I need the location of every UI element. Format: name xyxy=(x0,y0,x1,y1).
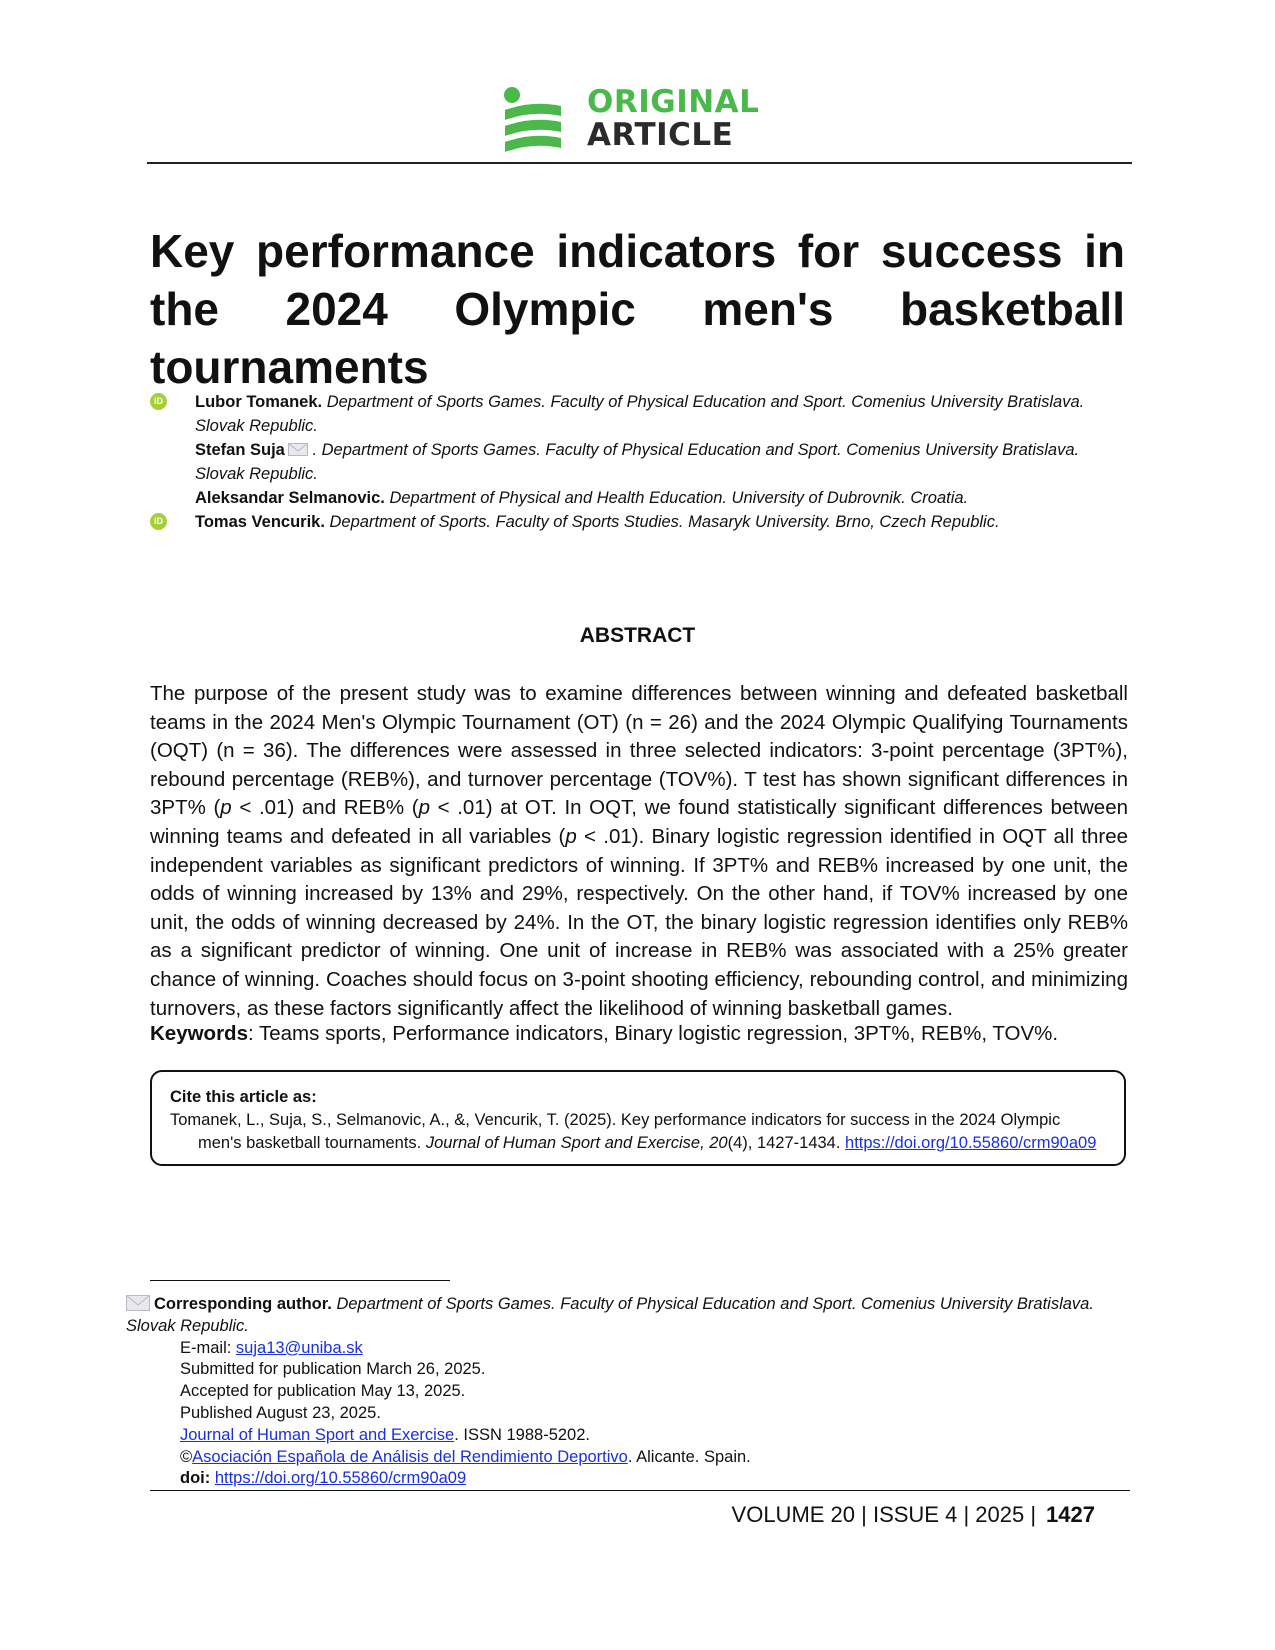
orcid-icon[interactable]: iD xyxy=(150,513,167,530)
footnote xyxy=(126,1294,1129,1490)
citation-box xyxy=(150,1070,1126,1166)
logo-line-article: ARTICLE xyxy=(587,117,734,153)
email-line: E-mail: suja13@uniba.sk xyxy=(180,1338,363,1357)
journal-logo xyxy=(503,86,773,152)
journal-link[interactable]: Journal of Human Sport and Exercise xyxy=(180,1425,455,1444)
author-entry xyxy=(150,438,1130,486)
envelope-icon xyxy=(288,443,308,456)
logo-line-original: ORIGINAL xyxy=(587,84,760,120)
author-list xyxy=(150,390,1130,534)
author-entry xyxy=(150,390,1130,438)
keywords-text: : Teams sports, Performance indicators, Binary logistic regression, 3PT%, REB%, TOV%. xyxy=(247,1022,1059,1045)
author-entry xyxy=(150,486,1130,510)
orcid-icon[interactable]: iD xyxy=(150,393,167,410)
paper-title: Key performance indicators for success in the 2024 Olympic men's basketball tournaments xyxy=(150,225,1125,393)
header-rule xyxy=(147,162,1132,164)
author-affiliation: . Department of Sports Games. Faculty of Physical Education and Sport. Comenius University Bratislava. Slovak Republic. xyxy=(195,441,1080,483)
abstract-text: The purpose of the present study was to examine differences between winning and defeated basketball teams in the 2024 Men's Olympic Tournament (OT) (n = 26) and the 2024 Olympic Qualifying Tournaments (OQT) (n = 36). The differences were assessed in three selected indicators: 3-point percentage (3PT%), rebound percentage (REB%), and turnover percentage (TOV%). T test has shown significant differences in 3PT% (p < .01) and REB% (p < .01) at OT. In OQT, we found statistically significant differences between winning teams and defeated in all variables (p < .01). Binary logistic regression identified in OQT all three independent variables as significant predictors of winning. If 3PT% and REB% increased by one unit, the odds of winning increased by 13% and 29%, respectively. On the other hand, if TOV% increased by one unit, the odds of winning decreased by 24%. In the OT, the binary logistic regression identifies only REB% as a significant predictor of winning. One unit of increase in REB% was associated with a 25% greater chance of winning. Coaches should focus on 3-point shooting efficiency, rebounding control, and minimizing turnovers, as these factors significantly affect the likelihood of winning basketball games. xyxy=(150,682,1128,1020)
submitted-date: Submitted for publication March 26, 2025. xyxy=(180,1360,486,1379)
author-affiliation: Department of Sports Games. Faculty of Physical Education and Sport. Comenius University Bratislava. Slovak Republic. xyxy=(195,393,1085,435)
envelope-icon xyxy=(126,1295,150,1311)
author-entry xyxy=(150,510,1130,534)
copyright-line: ©Asociación Española de Análisis del Rendimiento Deportivo. Alicante. Spain. xyxy=(180,1447,751,1466)
keywords xyxy=(150,1020,1128,1048)
abstract-heading: ABSTRACT xyxy=(579,624,696,647)
keywords-label: Keywords xyxy=(150,1022,248,1045)
doi-link[interactable]: https://doi.org/10.55860/crm90a09 xyxy=(214,1469,467,1488)
volume-info: VOLUME 20 | ISSUE 4 | 2025 | xyxy=(731,1502,1037,1527)
author-affiliation: Department of Sports. Faculty of Sports Studies. Masaryk University. Brno, Czech Republic. xyxy=(329,513,1000,531)
author-name: Aleksandar Selmanovic. xyxy=(195,489,385,507)
stripes-logo-icon xyxy=(503,86,563,152)
doi-line: doi: https://doi.org/10.55860/crm90a09 xyxy=(180,1469,467,1488)
corresponding-author: Corresponding author. Department of Sports Games. Faculty of Physical Education and Sport. Comenius University Bratislava. Slovak Republic. xyxy=(126,1295,1094,1335)
footnote-rule xyxy=(150,1280,450,1281)
author-name: Stefan Suja xyxy=(195,441,285,459)
citation-heading: Cite this article as: xyxy=(170,1088,317,1106)
accepted-date: Accepted for publication May 13, 2025. xyxy=(180,1382,466,1401)
society-link[interactable]: Asociación Española de Análisis del Rendimiento Deportivo xyxy=(192,1447,628,1466)
citation-text: Tomanek, L., Suja, S., Selmanovic, A., &, Vencurik, T. (2025). Key performance indicators for success in the 2024 Olympic men's basketball tournaments. Journal of Human Sport and Exercise, 20(4), 1427-1434. https://doi.org/10.55860/crm90a09 xyxy=(170,1111,1097,1152)
author-affiliation: Department of Physical and Health Education. University of Dubrovnik. Croatia. xyxy=(389,489,969,507)
author-name: Lubor Tomanek. xyxy=(195,393,323,411)
published-date: Published August 23, 2025. xyxy=(180,1403,381,1422)
page-footer xyxy=(560,1502,1095,1528)
page-number: 1427 xyxy=(1046,1502,1095,1527)
email-link[interactable]: suja13@uniba.sk xyxy=(235,1338,363,1357)
author-name: Tomas Vencurik. xyxy=(195,513,325,531)
citation-doi-link[interactable]: https://doi.org/10.55860/crm90a09 xyxy=(845,1134,1097,1152)
footer-rule xyxy=(150,1490,1130,1491)
journal-line: Journal of Human Sport and Exercise. ISSN 1988-5202. xyxy=(180,1425,590,1444)
